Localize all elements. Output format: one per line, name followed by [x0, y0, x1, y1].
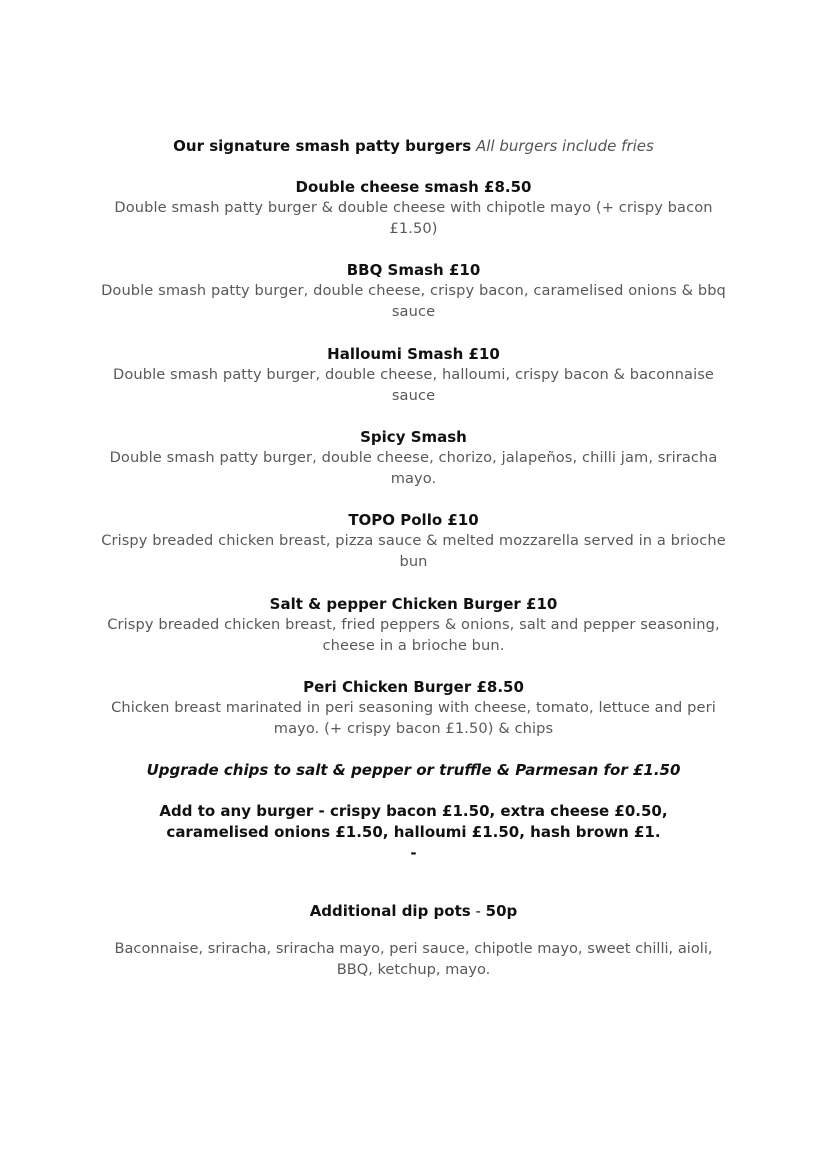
menu-item-halloumi-smash [100, 344, 727, 406]
menu-item-name: Salt & pepper Chicken Burger £10 [269, 595, 558, 613]
menu-item-description: Crispy breaded chicken breast, pizza sauce & melted mozzarella served in a brioche bun [101, 532, 726, 570]
menu-item-description: Double smash patty burger, double cheese, chorizo, jalapeños, chilli jam, sriracha mayo. [109, 449, 718, 487]
menu-item-name: TOPO Pollo £10 [348, 511, 479, 529]
menu-item-description: Double smash patty burger & double cheese with chipotle mayo (+ crispy bacon £1.50) [114, 199, 713, 237]
menu-subtitle: All burgers include fries [476, 137, 654, 155]
menu-item-name: Halloumi Smash £10 [327, 345, 500, 363]
menu-item-description: Double smash patty burger, double cheese, crispy bacon, caramelised onions & bbq sauce [101, 282, 726, 320]
menu-item-description: Double smash patty burger, double cheese, halloumi, crispy bacon & baconnaise sauce [112, 366, 715, 404]
upgrade-text: Upgrade chips to salt & pepper or truffle & Parmesan for £1.50 [146, 761, 681, 779]
dip-pots-price: 50p [485, 902, 518, 920]
menu-item-description: Crispy breaded chicken breast, fried peppers & onions, salt and pepper seasoning, cheese in a brioche bun. [107, 616, 720, 654]
menu-item-name: Double cheese smash £8.50 [295, 178, 532, 196]
dip-pots-separator: - [475, 902, 481, 920]
menu-item-topo-pollo [100, 510, 727, 572]
addons-section [110, 801, 717, 863]
menu-item-name: Peri Chicken Burger £8.50 [303, 678, 524, 696]
menu-item-description: Chicken breast marinated in peri seasoning with cheese, tomato, lettuce and peri mayo. (+ crispy bacon £1.50) & chips [111, 699, 716, 737]
dip-pots-text: Baconnaise, sriracha, sriracha mayo, peri sauce, chipotle mayo, sweet chilli, aioli, BBQ, ketchup, mayo. [114, 940, 713, 978]
menu-title: Our signature smash patty burgers [173, 137, 472, 155]
upgrade-note [100, 760, 727, 780]
dip-pots-list [100, 938, 727, 980]
menu-item-salt-pepper-chicken [100, 594, 727, 656]
addons-dash: - [410, 844, 417, 862]
menu-item-bbq-smash [100, 260, 727, 322]
dip-pots-heading [100, 901, 727, 921]
menu-heading [0, 136, 827, 156]
menu-item-spicy-smash [100, 427, 727, 489]
menu-item-name: Spicy Smash [360, 428, 467, 446]
menu-item-double-cheese-smash [100, 177, 727, 239]
menu-item-name: BBQ Smash £10 [346, 261, 481, 279]
addons-text: Add to any burger - crispy bacon £1.50, extra cheese £0.50, caramelised onions £1.50, halloumi £1.50, hash brown £1. [159, 802, 668, 841]
menu-item-peri-chicken [100, 677, 727, 739]
dip-pots-title: Additional dip pots [309, 902, 471, 920]
